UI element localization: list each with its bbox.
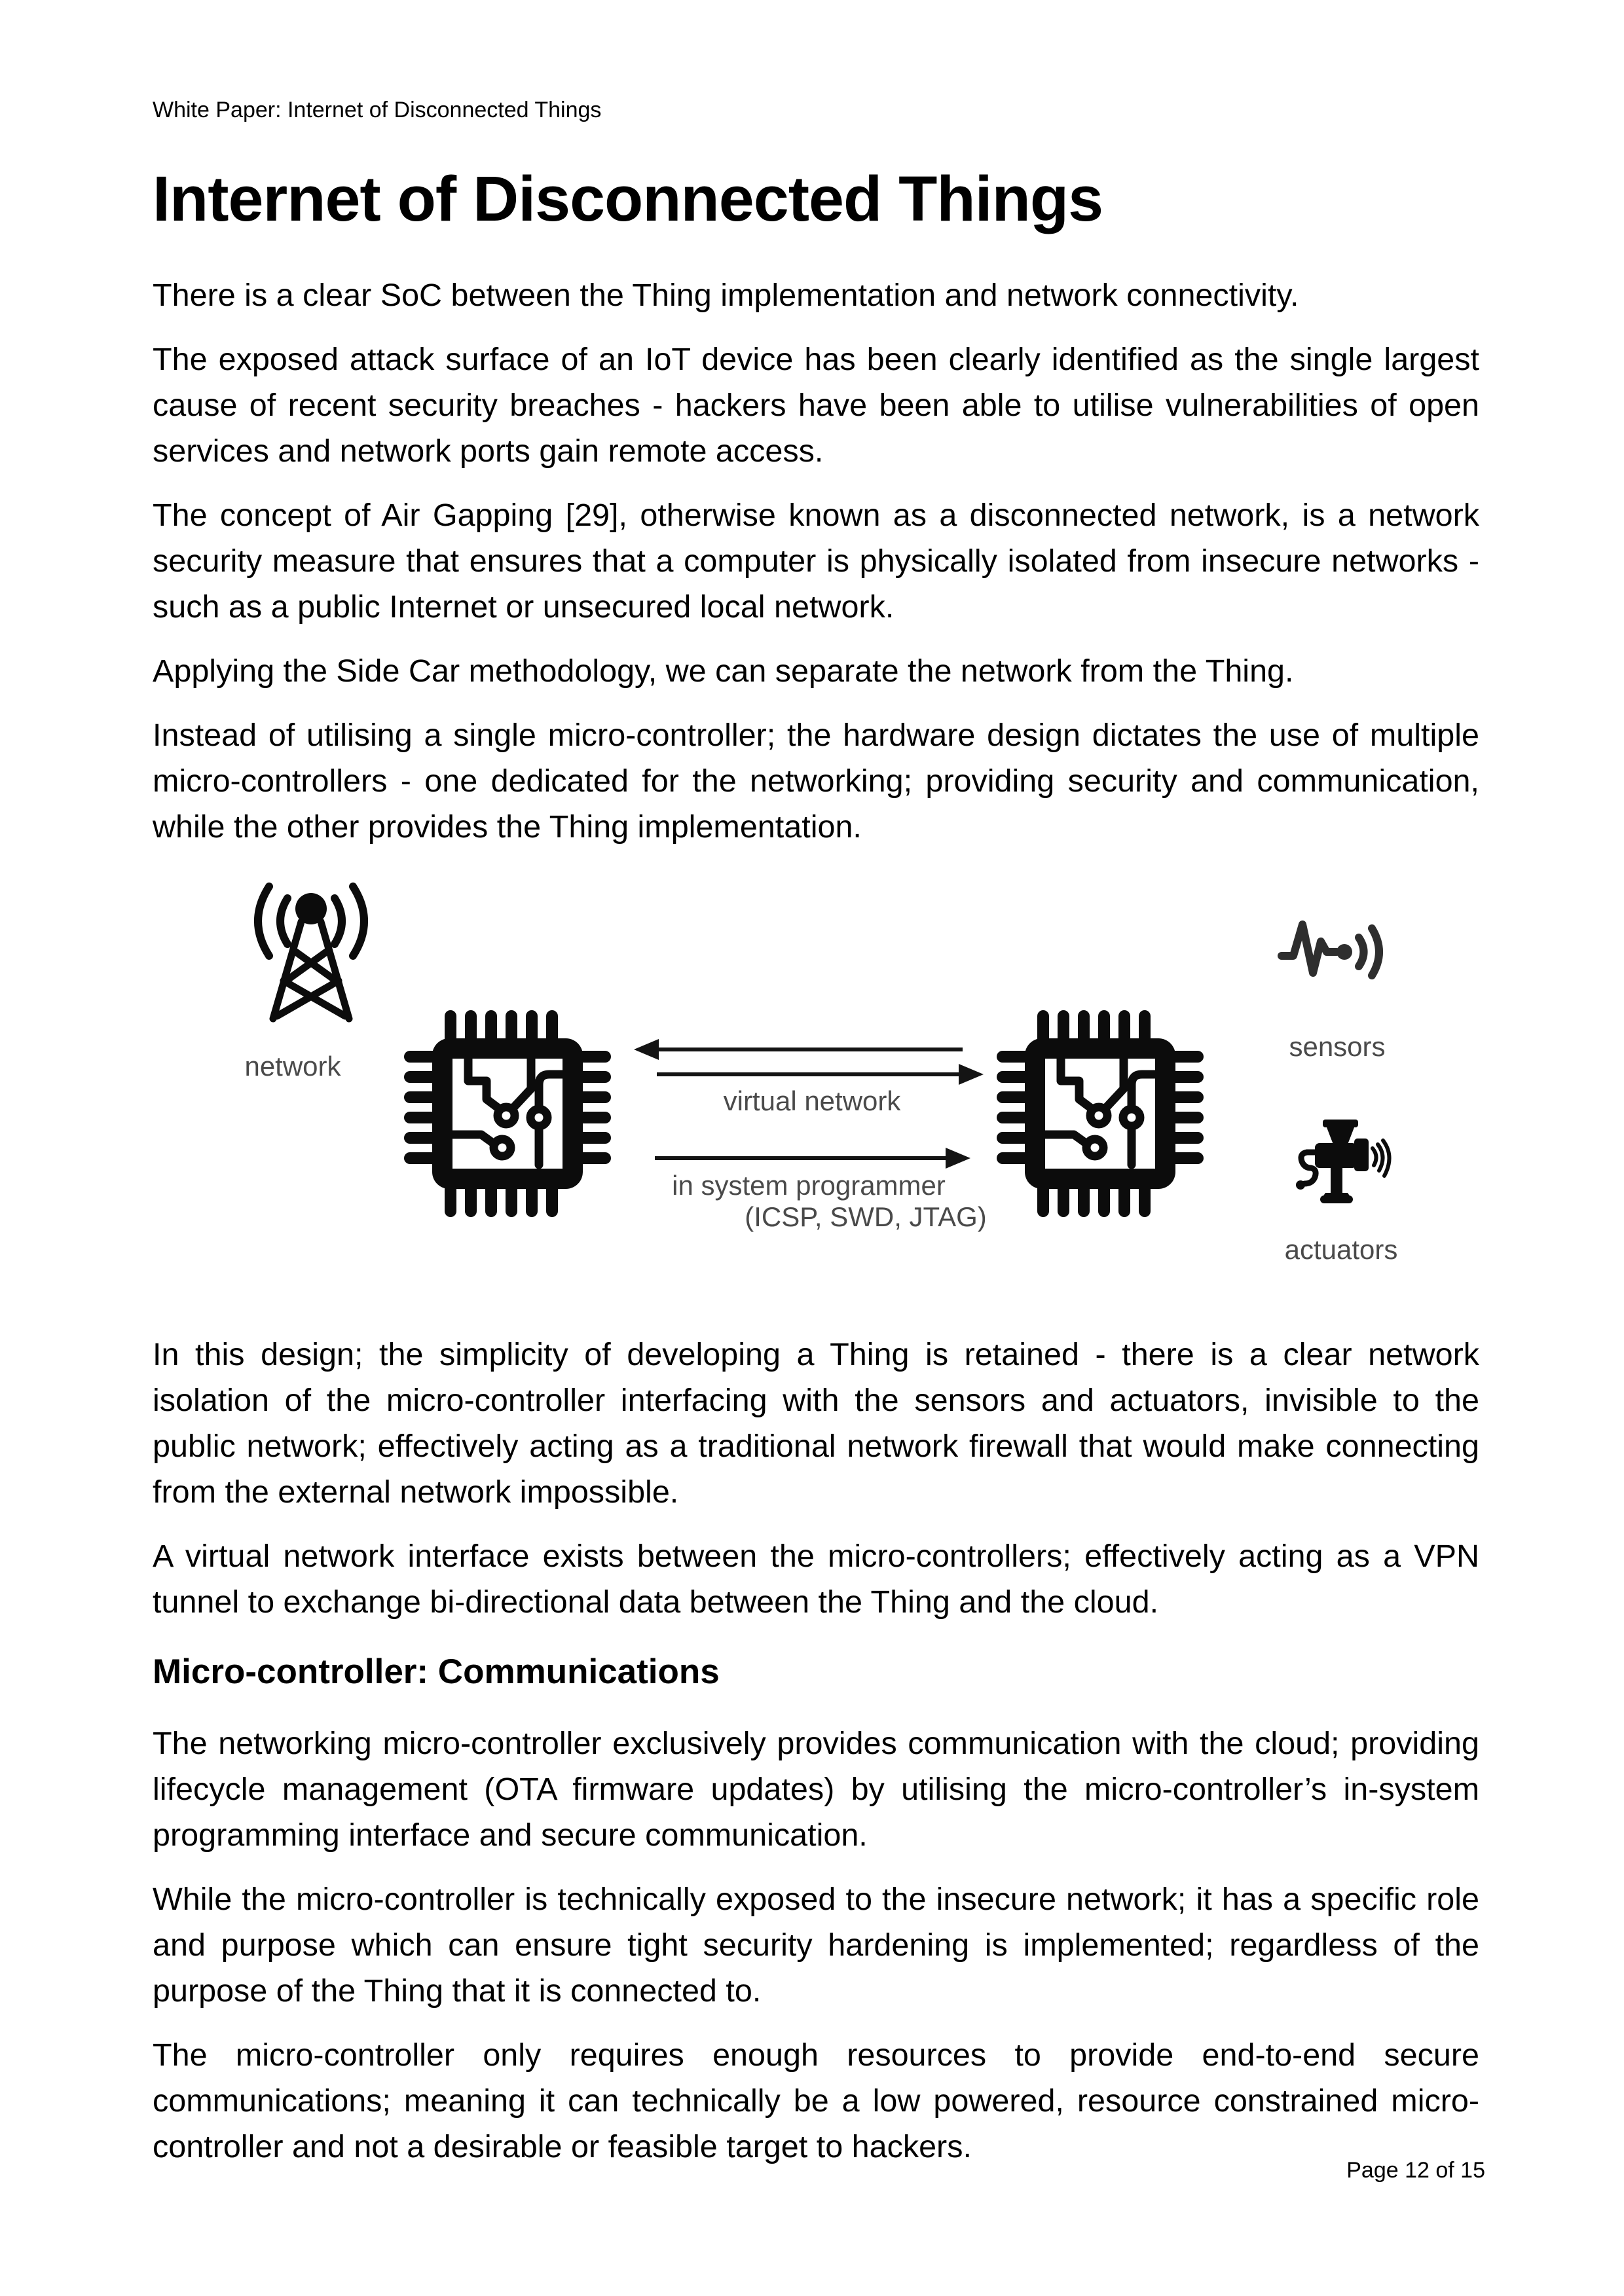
paragraph-air-gapping: The concept of Air Gapping [29], otherwise known as a disconnected network, is a network security measure that ensures that a computer is physically isolated from insecure networks - such as a public Internet or unsecured local network. <box>153 498 1479 625</box>
sensors-label: sensors <box>1289 1031 1386 1062</box>
architecture-diagram <box>153 869 1479 1281</box>
actuators-label: actuators <box>1284 1234 1398 1265</box>
virtual-network-arrow-right <box>657 1072 959 1076</box>
paragraph-low-powered: The micro-controller only requires enough resources to provide end-to-end secure communications; meaning it can technically be a low powered, resource constrained micro-controller and not a desirable or feasible target to hackers. <box>153 2037 1479 2164</box>
paragraph-networking-controller: The networking micro-controller exclusively provides communication with the cloud; providing lifecycle management (OTA firmware updates) by utilising the micro-controller’s in-system programming interface and secure communication. <box>153 1726 1479 1853</box>
thing-chip-icon <box>995 1009 1205 1222</box>
section-heading-communications: Micro-controller: Communications <box>153 1652 720 1691</box>
paragraph-soc: There is a clear SoC between the Thing implementation and network connectivity. <box>153 278 1299 313</box>
virtual-network-arrow-left <box>658 1048 963 1051</box>
isp-arrow <box>655 1156 946 1160</box>
virtual-network-label: virtual network <box>723 1085 901 1116</box>
isp-label: in system programmer <box>672 1170 946 1201</box>
paragraph-security-hardening: While the micro-controller is technically exposed to the insecure network; it has a specific role and purpose which can ensure tight security hardening is implemented; regardless of the purpose of the Thing that it is connected to. <box>153 1882 1479 2009</box>
network-chip-icon <box>403 1009 612 1222</box>
sensors-icon <box>1275 907 1393 994</box>
paragraph-attack-surface: The exposed attack surface of an IoT device has been clearly identified as the single largest cause of recent security breaches - hackers have been able to utilise vulnerabilities of open services and network ports gain remote access. <box>153 342 1479 469</box>
paragraph-multiple-micro-controllers: Instead of utilising a single micro-controller; the hardware design dictates the use of multiple micro-controllers - one dedicated for the networking; providing security and communication, while the other provides the Thing implementation. <box>153 718 1479 845</box>
paragraph-side-car: Applying the Side Car methodology, we can separate the network from the Thing. <box>153 653 1294 689</box>
radio-tower-icon <box>232 875 390 1042</box>
page-content <box>153 0 1479 2170</box>
running-header: White Paper: Internet of Disconnected Things <box>153 98 602 122</box>
isp-sublabel: (ICSP, SWD, JTAG) <box>745 1201 987 1232</box>
page-title: Internet of Disconnected Things <box>153 163 1103 234</box>
page-number: Page 12 of 15 <box>1346 2158 1485 2183</box>
network-label: network <box>244 1051 341 1082</box>
actuators-icon <box>1285 1117 1396 1220</box>
paragraph-design-isolation: In this design; the simplicity of developing a Thing is retained - there is a clear network isolation of the micro-controller interfacing with the sensors and actuators, invisible to the public network; effectively acting as a traditional network firewall that would make connecting from the external network impossible. <box>153 1337 1479 1510</box>
paragraph-vpn-tunnel: A virtual network interface exists between the micro-controllers; effectively acting as a VPN tunnel to exchange bi-directional data between the Thing and the cloud. <box>153 1539 1479 1620</box>
